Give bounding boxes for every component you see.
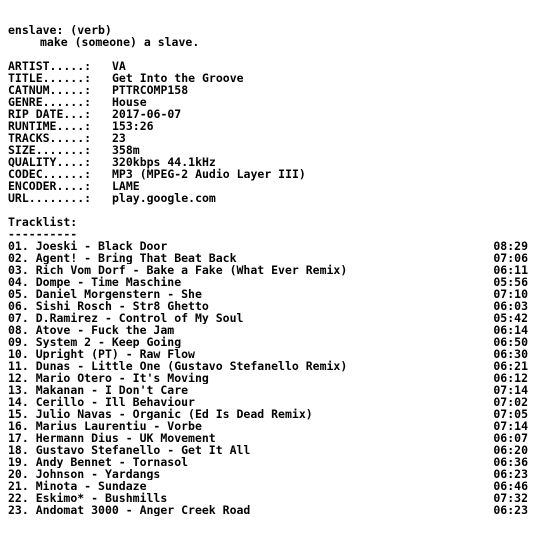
track-row (8, 252, 528, 264)
nfo-document (8, 24, 528, 516)
track-title: Agent! - Bring That Beat Back (35, 252, 237, 264)
definition-meaning: make (someone) a slave. (40, 36, 200, 48)
track-info (8, 420, 202, 432)
metadata-key: RUNTIME....: (8, 119, 92, 133)
metadata-key: SIZE.......: (8, 143, 92, 157)
track-number: 13. (8, 384, 29, 396)
metadata-value: Get Into the Groove (112, 71, 244, 85)
metadata-value: 2017-06-07 (112, 107, 182, 121)
track-title: Cerillo - Ill Behaviour (35, 396, 195, 408)
track-number: 08. (8, 324, 29, 336)
track-duration: 06:12 (493, 371, 528, 385)
track-number: 23. (8, 504, 29, 516)
track-title: Makanan - I Don't Care (35, 384, 189, 396)
metadata-key: ENCODER....: (8, 179, 92, 193)
track-number: 22. (8, 492, 29, 504)
track-info (8, 324, 174, 336)
track-row (8, 408, 528, 420)
track-row (8, 384, 528, 396)
track-title: Upright (PT) - Raw Flow (35, 348, 195, 360)
track-info (8, 264, 347, 276)
track-number: 04. (8, 276, 29, 288)
track-info (8, 444, 250, 456)
metadata-value: 320kbps 44.1kHz (112, 155, 216, 169)
track-title: Marius Laurentiu - Vorbe (35, 420, 202, 432)
track-duration: 06:50 (493, 335, 528, 349)
track-info (8, 276, 181, 288)
track-title: Johnson - Yardangs (35, 468, 161, 480)
track-title: Joeski - Black Door (35, 240, 168, 252)
track-title: Eskimo* - Bushmills (35, 492, 168, 504)
track-info (8, 396, 195, 408)
track-duration: 06:36 (493, 455, 528, 469)
track-row (8, 444, 528, 456)
track-row (8, 312, 528, 324)
track-duration: 07:14 (493, 383, 528, 397)
metadata-key: TRACKS.....: (8, 131, 92, 145)
track-info (8, 240, 167, 252)
track-row (8, 360, 528, 372)
track-duration: 08:29 (493, 239, 528, 253)
track-duration: 06:23 (493, 503, 528, 517)
track-duration: 05:42 (493, 311, 528, 325)
track-duration: 07:05 (493, 407, 528, 421)
track-duration: 06:30 (493, 347, 528, 361)
track-number: 01. (8, 240, 29, 252)
track-title: Andy Bennet - Tornasol (35, 456, 189, 468)
track-title: Andomat 3000 - Anger Creek Road (35, 504, 251, 516)
track-row (8, 396, 528, 408)
track-info (8, 360, 347, 372)
metadata-value: 23 (112, 131, 126, 145)
track-info (8, 480, 147, 492)
track-row (8, 264, 528, 276)
track-duration: 07:10 (493, 287, 528, 301)
track-duration: 06:21 (493, 359, 528, 373)
track-number: 09. (8, 336, 29, 348)
track-info (8, 468, 160, 480)
track-title: Gustavo Stefanello - Get It All (35, 444, 251, 456)
track-info (8, 312, 243, 324)
track-row (8, 492, 528, 504)
track-number: 06. (8, 300, 29, 312)
track-duration: 06:20 (493, 443, 528, 457)
tracklist-underline: ---------- (8, 228, 78, 240)
track-info (8, 408, 313, 420)
track-info (8, 288, 202, 300)
track-row (8, 456, 528, 468)
track-row (8, 300, 528, 312)
metadata-value: LAME (112, 179, 140, 193)
track-title: Hermann Dius - UK Movement (35, 432, 216, 444)
track-title: Rich Vom Dorf - Bake a Fake (What Ever Remix) (35, 264, 348, 276)
track-info (8, 372, 209, 384)
track-title: Sishi Rosch - Str8 Ghetto (35, 300, 209, 312)
track-row (8, 336, 528, 348)
track-number: 07. (8, 312, 29, 324)
track-number: 14. (8, 396, 29, 408)
track-row (8, 348, 528, 360)
track-row (8, 480, 528, 492)
track-info (8, 456, 188, 468)
track-title: System 2 - Keep Going (35, 336, 182, 348)
track-number: 11. (8, 360, 29, 372)
track-info (8, 348, 195, 360)
metadata-value: 358m (112, 143, 140, 157)
track-info (8, 504, 250, 516)
track-number: 18. (8, 444, 29, 456)
track-info (8, 336, 181, 348)
track-number: 21. (8, 480, 29, 492)
metadata-value: VA (112, 59, 126, 73)
tracklist-heading: Tracklist: (8, 216, 78, 228)
metadata-key: QUALITY....: (8, 155, 92, 169)
spacer (8, 204, 528, 216)
track-row (8, 372, 528, 384)
track-duration: 06:46 (493, 479, 528, 493)
metadata-key: RIP DATE...: (8, 107, 92, 121)
metadata-value: MP3 (MPEG-2 Audio Layer III) (112, 167, 306, 181)
track-number: 05. (8, 288, 29, 300)
track-number: 03. (8, 264, 29, 276)
metadata-key: CODEC......: (8, 167, 92, 181)
track-duration: 06:23 (493, 467, 528, 481)
track-duration: 07:32 (493, 491, 528, 505)
track-title: D.Ramirez - Control of My Soul (35, 312, 244, 324)
metadata-key: ARTIST.....: (8, 59, 92, 73)
metadata-block (8, 60, 528, 204)
track-title: Atove - Fuck the Jam (35, 324, 175, 336)
track-row (8, 240, 528, 252)
track-title: Julio Navas - Organic (Ed Is Dead Remix) (35, 408, 313, 420)
track-duration: 06:07 (493, 431, 528, 445)
metadata-key: CATNUM.....: (8, 83, 92, 97)
track-number: 19. (8, 456, 29, 468)
track-title: Minota - Sundaze (35, 480, 147, 492)
track-number: 17. (8, 432, 29, 444)
metadata-value: House (112, 95, 147, 109)
track-row (8, 420, 528, 432)
track-info (8, 384, 188, 396)
track-duration: 07:14 (493, 419, 528, 433)
track-duration: 06:14 (493, 323, 528, 337)
track-row (8, 468, 528, 480)
track-info (8, 492, 167, 504)
metadata-value: play.google.com (112, 191, 216, 205)
track-info (8, 432, 216, 444)
track-number: 10. (8, 348, 29, 360)
track-duration: 05:56 (493, 275, 528, 289)
track-number: 15. (8, 408, 29, 420)
track-row (8, 276, 528, 288)
track-row (8, 432, 528, 444)
track-duration: 07:06 (493, 251, 528, 265)
track-title: Daniel Morgenstern - She (35, 288, 202, 300)
metadata-key: URL........: (8, 191, 92, 205)
track-info (8, 300, 209, 312)
track-list (8, 240, 528, 516)
track-duration: 07:02 (493, 395, 528, 409)
track-info (8, 252, 237, 264)
track-duration: 06:11 (493, 263, 528, 277)
track-number: 12. (8, 372, 29, 384)
track-number: 02. (8, 252, 29, 264)
metadata-value: 153:26 (112, 119, 154, 133)
track-title: Dompe - Time Maschine (35, 276, 182, 288)
track-number: 20. (8, 468, 29, 480)
track-row (8, 288, 528, 300)
track-title: Mario Otero - It's Moving (35, 372, 209, 384)
track-row (8, 324, 528, 336)
track-row (8, 504, 528, 516)
definition-headword: enslave: (verb) (8, 24, 112, 36)
metadata-row (8, 192, 528, 204)
track-number: 16. (8, 420, 29, 432)
metadata-key: GENRE......: (8, 95, 92, 109)
metadata-key: TITLE......: (8, 71, 92, 85)
track-title: Dunas - Little One (Gustavo Stefanello Remix) (35, 360, 348, 372)
metadata-value: PTTRCOMP158 (112, 83, 189, 97)
track-duration: 06:03 (493, 299, 528, 313)
